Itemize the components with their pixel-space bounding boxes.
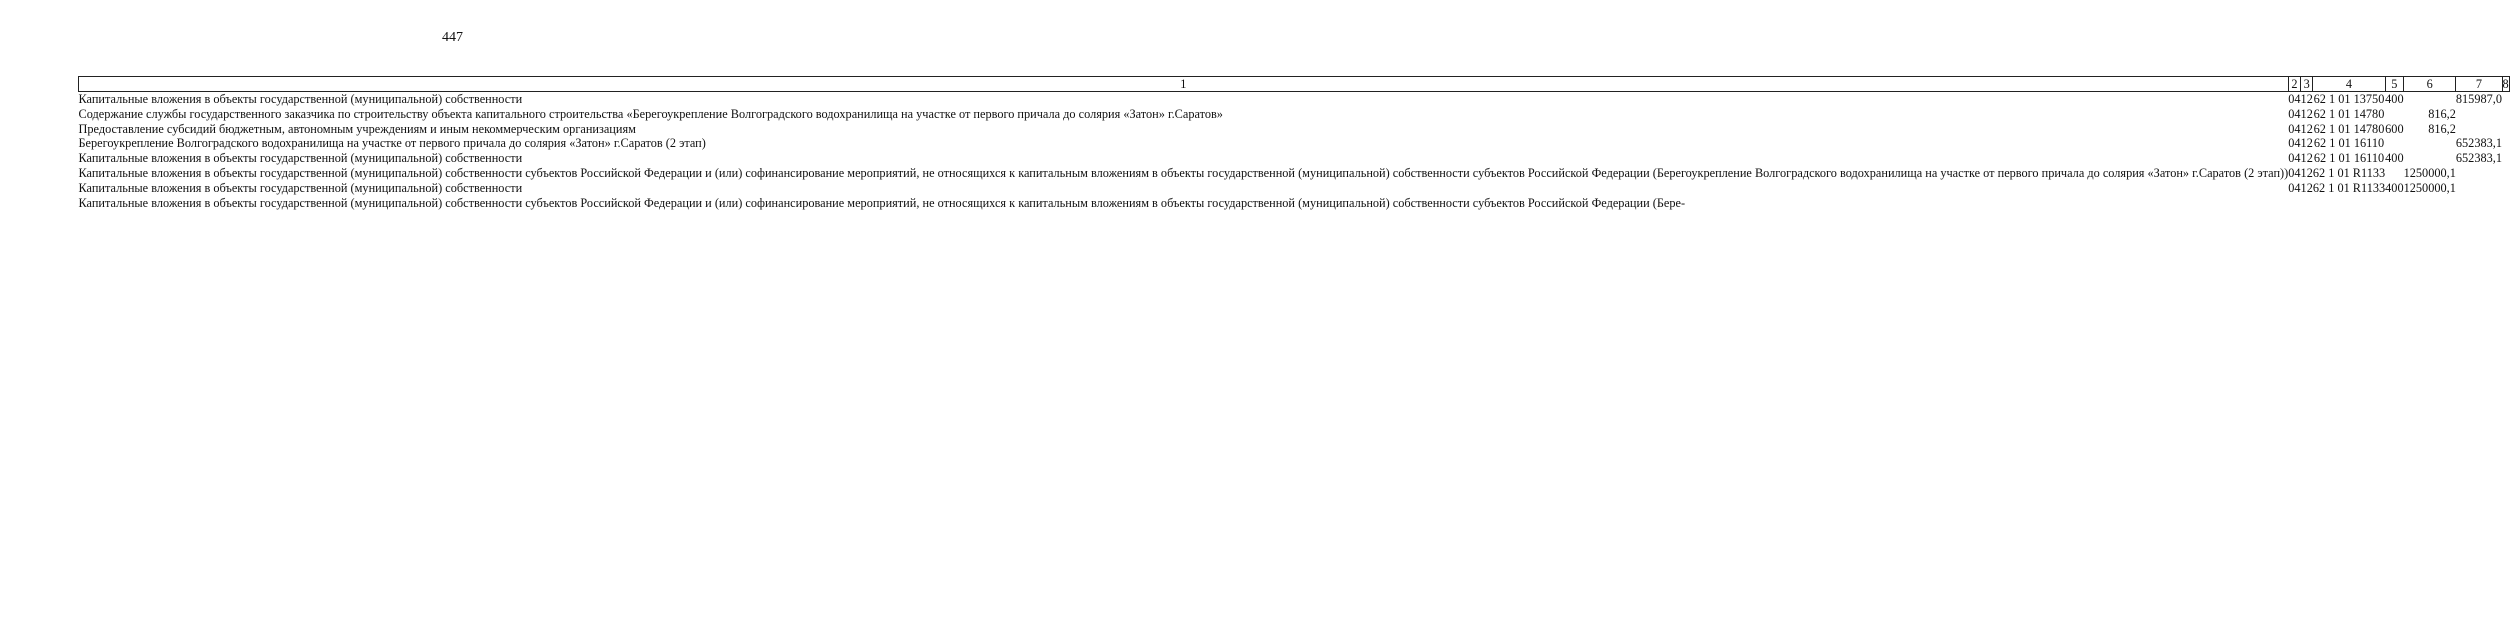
row-name: Предоставление субсидий бюджетным, автономным учреждениям и иным некоммерческим организациям — [78, 121, 636, 136]
section-code: 04 — [2288, 180, 2301, 195]
amount-col8 — [2502, 92, 2509, 107]
target-article-code: 62 1 01 13750 — [2313, 92, 2385, 106]
column-header: 1 — [79, 77, 2289, 92]
expense-type-code: 400 — [2385, 92, 2404, 106]
section-code: 04 — [2288, 136, 2301, 151]
target-article-code: 62 1 01 16110 — [2313, 151, 2385, 166]
expense-type-code: 400 — [2385, 151, 2404, 166]
subsection-code: 12 — [2300, 165, 2313, 180]
expense-type-code: 600 — [2385, 121, 2404, 136]
table-row — [79, 196, 2510, 211]
amount-col6 — [2404, 136, 2456, 151]
page-number: 447 — [442, 30, 463, 45]
target-article-code: 62 1 01 16110 — [2313, 136, 2385, 151]
table-row — [79, 166, 2510, 181]
budget-table — [78, 76, 2510, 210]
table-row — [79, 107, 2510, 122]
subsection-code: 12 — [2300, 121, 2313, 136]
column-header: 6 — [2404, 77, 2456, 92]
table-row — [79, 122, 2510, 137]
amount-col8 — [2502, 151, 2509, 166]
amount-col7: 652383,1 — [2455, 136, 2502, 151]
amount-col6: 816,2 — [2428, 121, 2456, 136]
amount-col6: 816,2 — [2428, 106, 2456, 121]
column-header: 7 — [2456, 77, 2502, 92]
subsection-code — [2301, 196, 2313, 211]
section-code: 04 — [2288, 92, 2301, 106]
expense-type-code — [2385, 166, 2403, 181]
subsection-code: 12 — [2300, 180, 2313, 195]
amount-col6 — [2404, 196, 2456, 211]
amount-col6 — [2404, 92, 2456, 107]
column-header: 5 — [2385, 77, 2403, 92]
table-header-row — [79, 77, 2510, 92]
amount-col8 — [2502, 122, 2509, 137]
subsection-code: 12 — [2300, 151, 2313, 166]
row-name: Берегоукрепление Волгоградского водохранилища на участке от первого причала до солярия «Затон» г.Саратов (2 этап) — [78, 136, 706, 151]
table-row — [79, 92, 2510, 107]
section-code: 04 — [2288, 121, 2301, 136]
subsection-code: 12 — [2300, 106, 2313, 121]
amount-col8 — [2502, 166, 2509, 181]
expense-type-code: 400 — [2385, 180, 2404, 195]
target-article-code: 62 1 01 R1133 — [2312, 180, 2386, 195]
amount-col8 — [2502, 136, 2509, 151]
amount-col7 — [2456, 122, 2502, 137]
amount-col8 — [2502, 181, 2509, 196]
expense-type-code — [2385, 136, 2403, 151]
amount-col6 — [2404, 151, 2456, 166]
subsection-code: 12 — [2300, 92, 2313, 106]
target-article-code: 62 1 01 14780 — [2313, 121, 2385, 136]
section-code: 04 — [2288, 165, 2301, 180]
section-code — [2288, 196, 2300, 211]
target-article-code: 62 1 01 R1133 — [2312, 165, 2386, 180]
target-article-code — [2313, 196, 2385, 211]
amount-col8 — [2502, 107, 2509, 122]
row-name: Капитальные вложения в объекты государственной (муниципальной) собственности субъектов Российской Федерации и (или) софинансирование мероприятий, не относящихся к капитальным вложениям в объекты государственной (муниципальной) собственности субъектов Российской Федерации (Бере- — [78, 195, 1686, 210]
target-article-code: 62 1 01 14780 — [2313, 106, 2385, 121]
row-name: Капитальные вложения в объекты государственной (муниципальной) собственности субъектов Российской Федерации и (или) софинансирование мероприятий, не относящихся к капитальным вложениям в объекты государственной (муниципальной) собственности субъектов Российской Федерации (Берегоукрепление Волгоградского водохранилища на участке от первого причала до солярия «Затон» г.Саратов (2 этап)) — [78, 165, 2289, 180]
column-header: 2 — [2288, 77, 2300, 92]
amount-col7: 652383,1 — [2455, 151, 2502, 166]
table-row — [79, 151, 2510, 166]
column-header: 4 — [2313, 77, 2385, 92]
table-row — [79, 181, 2510, 196]
amount-col7: 815987,0 — [2455, 92, 2502, 106]
table-row — [79, 136, 2510, 151]
row-name: Капитальные вложения в объекты государственной (муниципальной) собственности — [78, 180, 523, 195]
amount-col8 — [2502, 196, 2509, 211]
row-name: Капитальные вложения в объекты государственной (муниципальной) собственности — [78, 92, 523, 106]
column-header: 8 — [2502, 77, 2509, 91]
section-code: 04 — [2288, 151, 2301, 166]
row-name: Капитальные вложения в объекты государственной (муниципальной) собственности — [78, 151, 523, 166]
amount-col7 — [2456, 107, 2502, 122]
amount-col6: 1250000,1 — [2403, 180, 2456, 195]
expense-type-code — [2385, 107, 2403, 122]
amount-col6: 1250000,1 — [2403, 165, 2456, 180]
amount-col7 — [2456, 166, 2502, 181]
column-header: 3 — [2301, 77, 2313, 92]
row-name: Содержание службы государственного заказчика по строительству объекта капитального строительства «Берегоукрепление Волгоградского водохранилища на участке от первого причала до солярия «Затон» г.Саратов» — [78, 106, 1223, 121]
amount-col7 — [2456, 181, 2502, 196]
amount-col7 — [2456, 196, 2502, 211]
section-code: 04 — [2288, 106, 2301, 121]
expense-type-code — [2385, 196, 2403, 211]
subsection-code: 12 — [2300, 136, 2313, 151]
